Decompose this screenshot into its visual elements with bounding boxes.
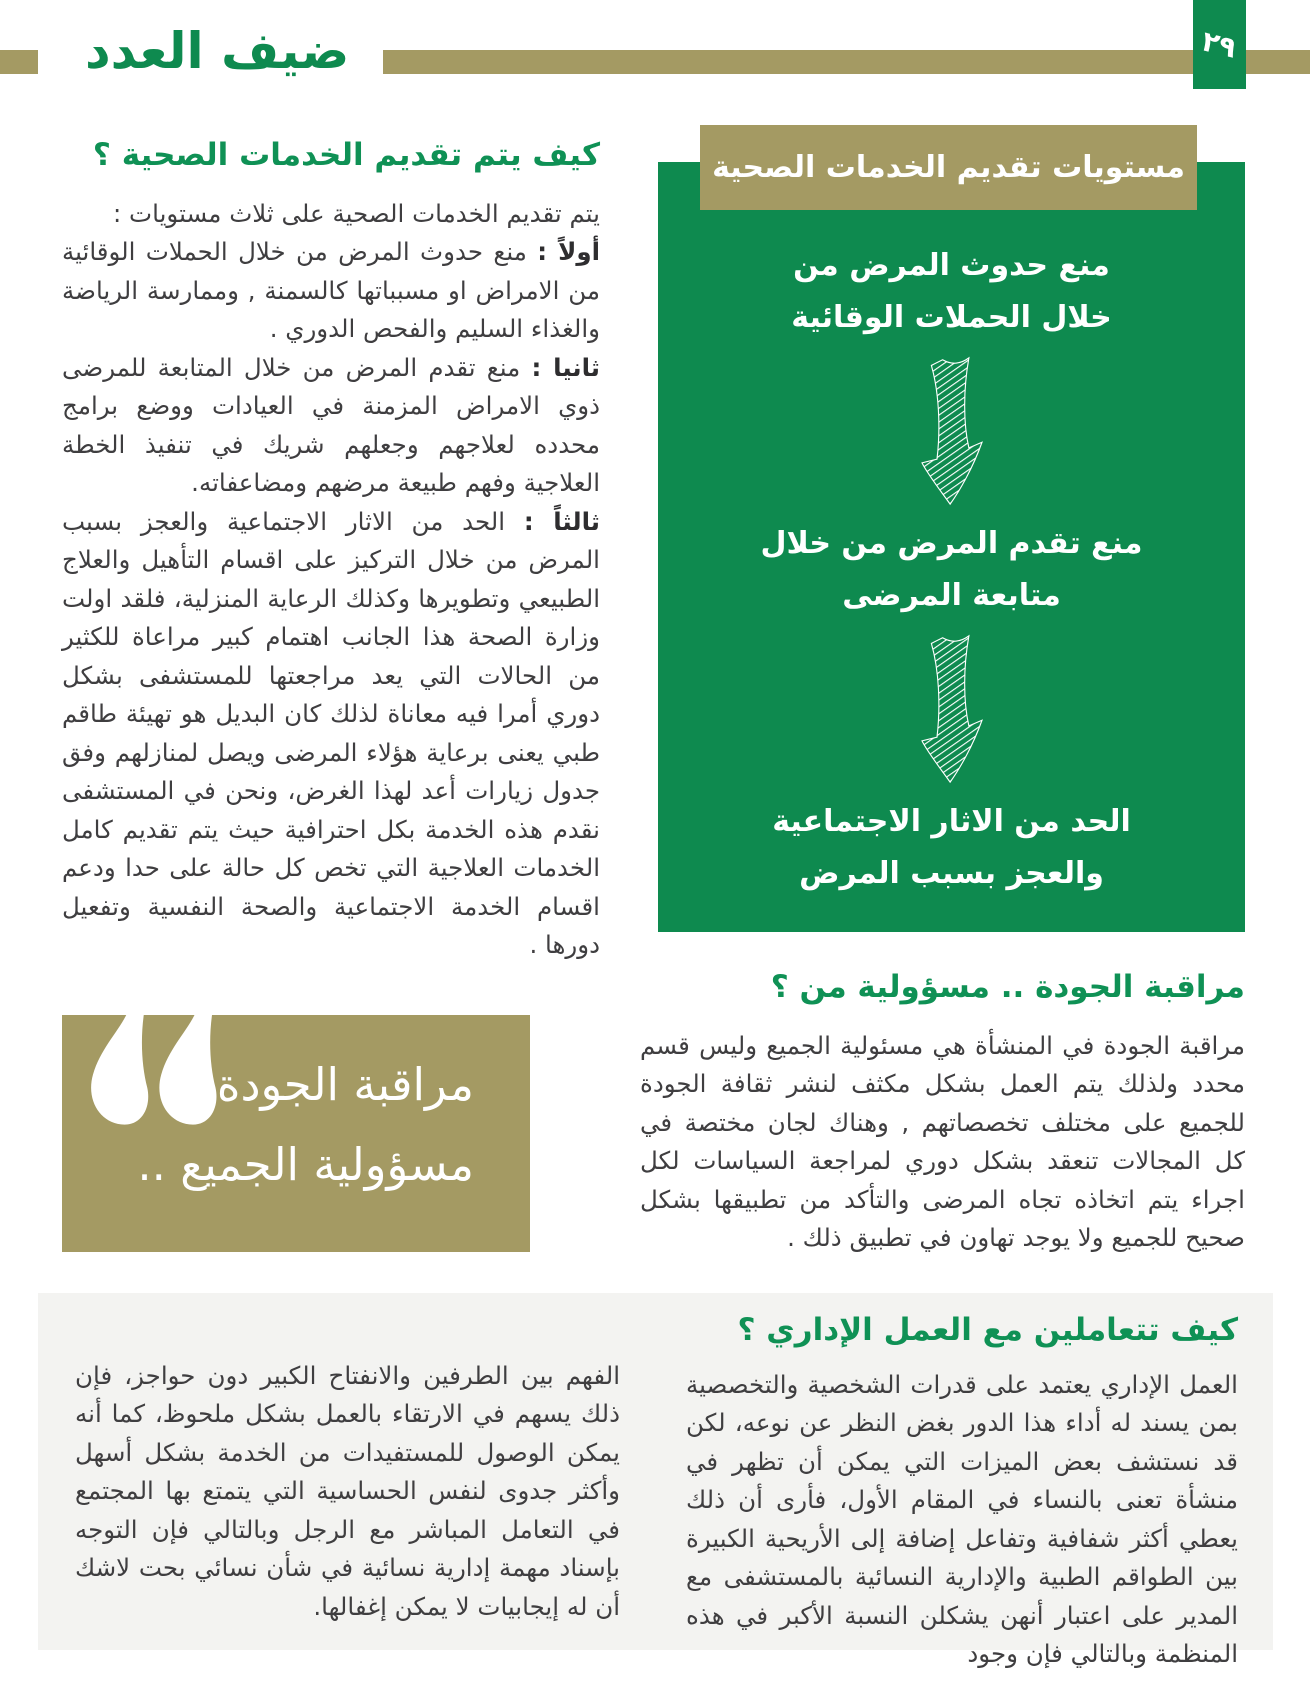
admin-body-right: العمل الإداري يعتمد على قدرات الشخصية والتخصصية بمن يسند له أداء هذا الدور بغض النظر عن نوعه، لكن قد نستشف بعض الميزات التي يمكن أن تظهر في منشأة تعنى بالنساء في المقام الأول، فأرى أن ذلك يعطي أكثر شفافية وتفاعل إضافة إلى الأريحية الكبيرة بين الطواقم الطبية والإدارية النسائية بالمستشفى مع المدير على اعتبار أنهن يشكلن النسبة الأكبر في هذه المنظمة وبالتالي فإن وجود — [686, 1369, 1238, 1669]
page-number-tab — [1193, 0, 1246, 89]
item-text: منع حدوث المرض من خلال الحملات الوقائية من الامراض او مسبباتها كالسمنة , وممارسة الرياضة والغذاء السليم والفحص الدوري . — [62, 237, 600, 344]
article-item-second — [62, 349, 600, 503]
admin-body-left: الفهم بين الطرفين والانفتاح الكبير دون حواجز، فإن ذلك يسهم في الارتقاء بالعمل بشكل ملحوظ، كما أنه يمكن الوصول للمستفيدات من الخدمة بشكل أسهل وأكثر جدوى لنفس الحساسية التي يتمتع بها المجتمع في التعامل المباشر مع الرجل وبالتالي فإن التوجه بإسناد مهمة إدارية نسائية في شأن نسائي بحت لاشك أن له إيجابيات لا يمكن إغفالها. — [75, 1360, 620, 1621]
item-lead: أولاً : — [537, 237, 600, 267]
step-line: متابعة المرضى — [842, 578, 1061, 613]
step-line: الحد من الاثار الاجتماعية — [772, 804, 1131, 839]
step-line: منع تقدم المرض من خلال — [760, 526, 1143, 561]
infographic-steps — [658, 240, 1245, 932]
step-line: خلال الحملات الوقائية — [791, 300, 1112, 335]
admin-right-column — [686, 1311, 1238, 1674]
header-bar — [383, 50, 1310, 74]
item-lead: ثالثاً : — [523, 506, 600, 536]
item-text: الحد من الاثار الاجتماعية والعجز بسبب المرض من خلال التركيز على اقسام التأهيل والعلاج الطبيعي وتطويرها وكذلك الرعاية المنزلية، فلقد اولت وزارة الصحة هذا الجانب اهتمام كبير مراعاة للكثير من الحالات التي يعد مراجعتها للمستشفى بشكل دوري أمرا فيه معاناة لذلك كان البديل هو تهيئة طاقم طبي يعنى برعاية هؤلاء المرضى ويصل لمنازلهم وفق جدول زيارات أعد لهذا الغرض، ونحن في المستشفى نقدم هذه الخدمة بكل احترافية حيث يتم تقديم كامل الخدمات العلاجية التي تخص كل حالة على حدا ودعم اقسام الخدمة الاجتماعية والصحة النفسية وتفعيل دورها . — [62, 506, 600, 960]
infographic-step-1 — [791, 240, 1112, 344]
header-bar-left-stub — [0, 50, 38, 74]
quality-body: مراقبة الجودة في المنشأة هي مسئولية الجميع وليس قسم محدد ولذلك يتم العمل بشكل مكثف لنشر ثقافة الجودة للجميع على مختلف تخصصاتهم , وهناك لجان مختصة في كل المجالات تنعقد بشكل دوري لمراجعة السياسات لكل اجراء يتم اتخاذه تجاه المرضى والتأكد من تطبيقها بشكل صحيح للجميع ولا يوجد تهاون في تطبيق ذلك . — [640, 1030, 1245, 1253]
infographic-title-band: مستويات تقديم الخدمات الصحية — [700, 125, 1197, 210]
pull-quote-box — [62, 1015, 530, 1252]
infographic-step-3 — [772, 796, 1131, 900]
article-intro: يتم تقديم الخدمات الصحية على ثلاث مستويات : — [113, 198, 600, 228]
pull-quote-line: مسؤولية الجميع .. — [137, 1138, 474, 1191]
down-arrow-icon — [912, 356, 992, 506]
admin-heading: كيف تتعاملين مع العمل الإداري ؟ — [737, 1312, 1238, 1348]
article-health-services — [62, 136, 600, 965]
step-line: والعجز بسبب المرض — [799, 856, 1104, 891]
infographic-step-2 — [761, 518, 1143, 622]
item-lead: ثانيا : — [531, 352, 600, 382]
page-number: ٢٩ — [1198, 24, 1241, 65]
article-heading: كيف يتم تقديم الخدمات الصحية ؟ — [92, 137, 600, 173]
item-text: منع تقدم المرض من خلال المتابعة للمرضى ذوي الامراض المزمنة في العيادات ووضع برامج محدده لعلاجهم وجعلهم شريك في تنفيذ الخطة العلاجية وفهم طبيعة مرضهم ومضاعفاته. — [62, 352, 600, 498]
article-quality-monitoring — [640, 968, 1245, 1258]
article-item-third — [62, 503, 600, 965]
admin-left-column — [75, 1357, 620, 1627]
article-item-first — [62, 233, 600, 349]
magazine-section-logo: ضيف العدد — [85, 22, 350, 80]
quality-heading: مراقبة الجودة .. مسؤولية من ؟ — [770, 969, 1245, 1005]
down-arrow-icon — [912, 634, 992, 784]
pull-quote-text — [137, 1045, 474, 1205]
article-admin-panel — [38, 1293, 1273, 1669]
levels-infographic — [658, 150, 1245, 932]
step-line: منع حدوث المرض من — [793, 248, 1110, 283]
pull-quote-line: مراقبة الجودة — [216, 1058, 474, 1111]
